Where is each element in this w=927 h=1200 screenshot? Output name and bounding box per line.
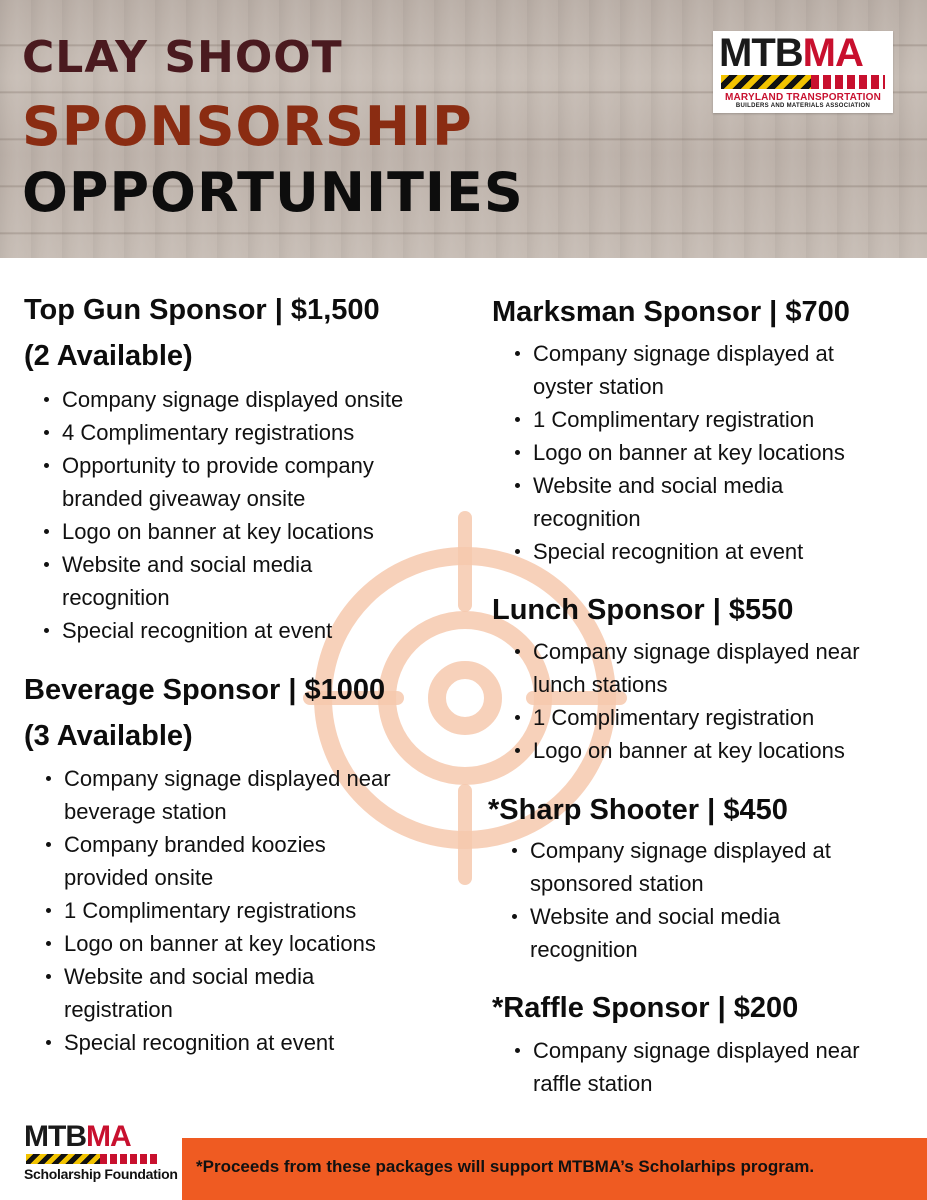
list-item: Website and social media [64, 960, 314, 993]
list-item-continued: registration [64, 997, 173, 1022]
list-item: Logo on banner at key locations [62, 515, 374, 548]
heading-beverage-availability: (3 Available) [24, 720, 193, 752]
list-item-continued: branded giveaway onsite [62, 486, 306, 511]
list-item: Logo on banner at key locations [64, 927, 376, 960]
list-item: Company signage displayed at [533, 337, 834, 370]
list-item: Special recognition at event [64, 1026, 334, 1059]
footer-note-bar [182, 1138, 927, 1200]
maryland-flag-icon [721, 75, 885, 89]
title-sponsorship: SPONSORSHIP [22, 95, 473, 158]
logo-wordmark: MTBMA [719, 31, 863, 75]
list-item: Company signage displayed at [530, 834, 831, 867]
mtbma-logo [713, 31, 893, 113]
heading-top-gun: Top Gun Sponsor | $1,500 [24, 294, 380, 326]
list-item: Website and social media [530, 900, 780, 933]
list-item: 4 Complimentary registrations [62, 416, 354, 449]
list-item: Company branded koozies [64, 828, 326, 861]
footer-logo-wordmark: MTBMA [24, 1120, 131, 1153]
list-item: Website and social media [533, 469, 783, 502]
list-item: Special recognition at event [533, 535, 803, 568]
list-item: Company signage displayed near [533, 1034, 860, 1067]
list-item: Company signage displayed near [533, 635, 860, 668]
list-item: Opportunity to provide company [62, 449, 374, 482]
list-item: Logo on banner at key locations [533, 734, 845, 767]
list-item-continued: lunch stations [533, 672, 668, 697]
list-item-continued: oyster station [533, 374, 664, 399]
heading-lunch: Lunch Sponsor | $550 [492, 594, 794, 626]
list-item-continued: provided onsite [64, 865, 214, 890]
footer-note: *Proceeds from these packages will support MTBMA’s Scholarhips program. [196, 1157, 815, 1176]
logo-subtitle-2: BUILDERS AND MATERIALS ASSOCIATION [735, 103, 871, 109]
header-banner [0, 0, 927, 258]
logo-subtitle-1: MARYLAND TRANSPORTATION [724, 92, 882, 103]
heading-beverage: Beverage Sponsor | $1000 [24, 674, 386, 706]
scholarship-foundation-logo [24, 1120, 178, 1182]
heading-raffle: *Raffle Sponsor | $200 [492, 992, 799, 1024]
footer-logo-subtitle: Scholarship Foundation [24, 1166, 178, 1182]
list-item-continued: sponsored station [530, 871, 704, 896]
list-item: Special recognition at event [62, 614, 332, 647]
title-opportunities: OPPORTUNITIES [22, 161, 524, 224]
list-item: 1 Complimentary registration [533, 403, 814, 436]
list-item-continued: beverage station [64, 799, 227, 824]
list-item: 1 Complimentary registration [533, 701, 814, 734]
heading-marksman: Marksman Sponsor | $700 [492, 296, 850, 328]
heading-top-gun-availability: (2 Available) [24, 340, 193, 372]
list-item: Company signage displayed onsite [62, 383, 403, 416]
list-item: 1 Complimentary registrations [64, 894, 356, 927]
list-item-continued: raffle station [533, 1071, 653, 1096]
list-item-continued: recognition [62, 585, 170, 610]
maryland-flag-icon [26, 1154, 158, 1164]
list-item: Logo on banner at key locations [533, 436, 845, 469]
list-item: Company signage displayed near [64, 762, 391, 795]
list-item: Website and social media [62, 548, 312, 581]
list-item-continued: recognition [533, 506, 641, 531]
heading-sharp-shooter: *Sharp Shooter | $450 [488, 794, 788, 826]
list-item-continued: recognition [530, 937, 638, 962]
title-clay-shoot: CLAY SHOOT [22, 32, 343, 83]
